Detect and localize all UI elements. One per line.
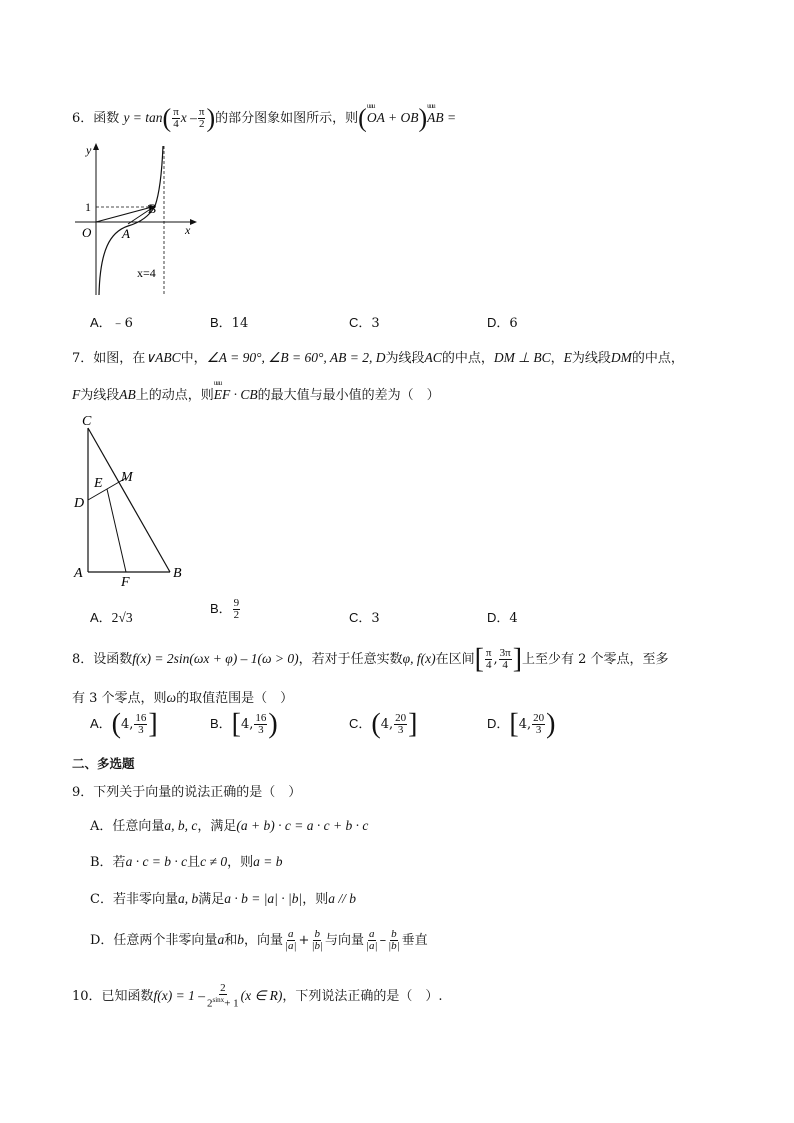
q6-origin-label: O — [82, 225, 92, 240]
q8-stem-line2: 有 3 个零点，则ω的取值范围是（ ） — [72, 690, 294, 706]
q7-label-c: C — [82, 414, 92, 429]
q6-frac-pi-2: $\frac{\pi}{2}$ — [198, 106, 205, 130]
q6-function: y = tan — [123, 110, 163, 125]
q7-label-f: F — [121, 575, 130, 590]
q6-y-label: y — [86, 143, 92, 157]
q6-point-b: B — [148, 201, 156, 216]
q6-asymptote-label: x=4 — [137, 266, 156, 280]
q9-option-d[interactable]: D．任意两个非零向量a和b，向量 $\frac{a}{|a|}$ + $\frac{b}{|b|}$ 与向量 $\frac{a}{|a|}$ – $\frac{b}{|b|}$ 垂直 — [90, 928, 428, 952]
q6-option-b[interactable]: B．14 — [210, 315, 249, 331]
q7-option-b[interactable]: B． $\frac{9}{2}$ — [210, 597, 240, 621]
q8-option-b[interactable]: B．[4, $\frac{16}{3}$ ) — [210, 708, 278, 740]
q9-option-a[interactable]: A．任意向量a, b, c，满足(a + b) · c = a · c + b · c — [90, 818, 369, 834]
q9-option-c[interactable]: C．若非零向量a, b满足a · b = |a| · |b|，则a // b — [90, 891, 356, 907]
q7-dot-product: uuu EF · CB — [214, 387, 258, 403]
q7-triangle-figure — [70, 410, 190, 590]
q6-x-label: x — [185, 223, 191, 237]
q8-option-d[interactable]: D．[4, $\frac{20}{3}$ ) — [487, 708, 556, 740]
q9-option-b[interactable]: B．若a · c = b · c且c ≠ 0，则a = b — [90, 854, 283, 870]
q6-option-a[interactable]: A．﹣6 — [90, 315, 133, 331]
q8-option-a[interactable]: A．(4, $\frac{16}{3}$ ] — [90, 708, 158, 740]
q7-option-c[interactable]: C．3 — [349, 610, 380, 626]
section-heading-multi-choice: 二、多选题 — [72, 756, 135, 771]
q7-option-a[interactable]: A．2√3 — [90, 610, 133, 625]
q7-label-d: D — [74, 496, 85, 511]
q6-stem: 6．函数 y = tan( $\frac{\pi}{4}$ x – $\frac{\pi}{2}$ )的部分图象如图所示，则(uuu OA + OB)uuu AB = — [72, 107, 456, 130]
q7-label-a: A — [74, 566, 83, 581]
q6-option-d[interactable]: D．6 — [487, 315, 518, 331]
q7-stem-line1: 7．如图，在∨ABC中，∠A = 90°, ∠B = 60°, AB = 2, D为线段AC的中点，DM ⊥ BC，E为线段DM的中点， — [72, 350, 684, 366]
q9-stem: 9．下列关于向量的说法正确的是（ ） — [72, 785, 302, 800]
q6-point-a: A — [122, 226, 130, 241]
q6-vector-sum: uuu OA + OB — [367, 110, 419, 126]
q6-one-label: 1 — [85, 200, 91, 214]
q8-stem-line1: 8．设函数f(x) = 2sin(ωx + φ) – 1(ω > 0)，若对于任意实数φ, f(x)在区间[ $\frac{\pi}{4}$ , $\frac{3\pi}{4}$ ]上至少有 2 个零点，至多 — [72, 643, 669, 675]
q7-label-m: M — [121, 470, 133, 485]
q7-stem-line2: F为线段AB上的动点，则uuu EF · CB的最大值与最小值的差为（ ） — [72, 384, 440, 403]
q7-label-b: B — [173, 566, 182, 581]
q8-option-c[interactable]: C．(4, $\frac{20}{3}$ ] — [349, 708, 418, 740]
q6-vector-ab: uuu AB = — [427, 110, 456, 126]
q6-option-c[interactable]: C．3 — [349, 315, 380, 331]
q6-frac-pi-4: $\frac{\pi}{4}$ — [173, 106, 179, 130]
q7-option-d[interactable]: D．4 — [487, 610, 518, 626]
q10-stem: 10．已知函数f(x) = 1 – $\frac{2}{2^{sinx}+ 1}$ (x ∈ R)，下列说法正确的是（ ）. — [72, 982, 443, 1010]
q6-tan-graph — [70, 140, 200, 300]
q7-label-e: E — [94, 476, 103, 491]
